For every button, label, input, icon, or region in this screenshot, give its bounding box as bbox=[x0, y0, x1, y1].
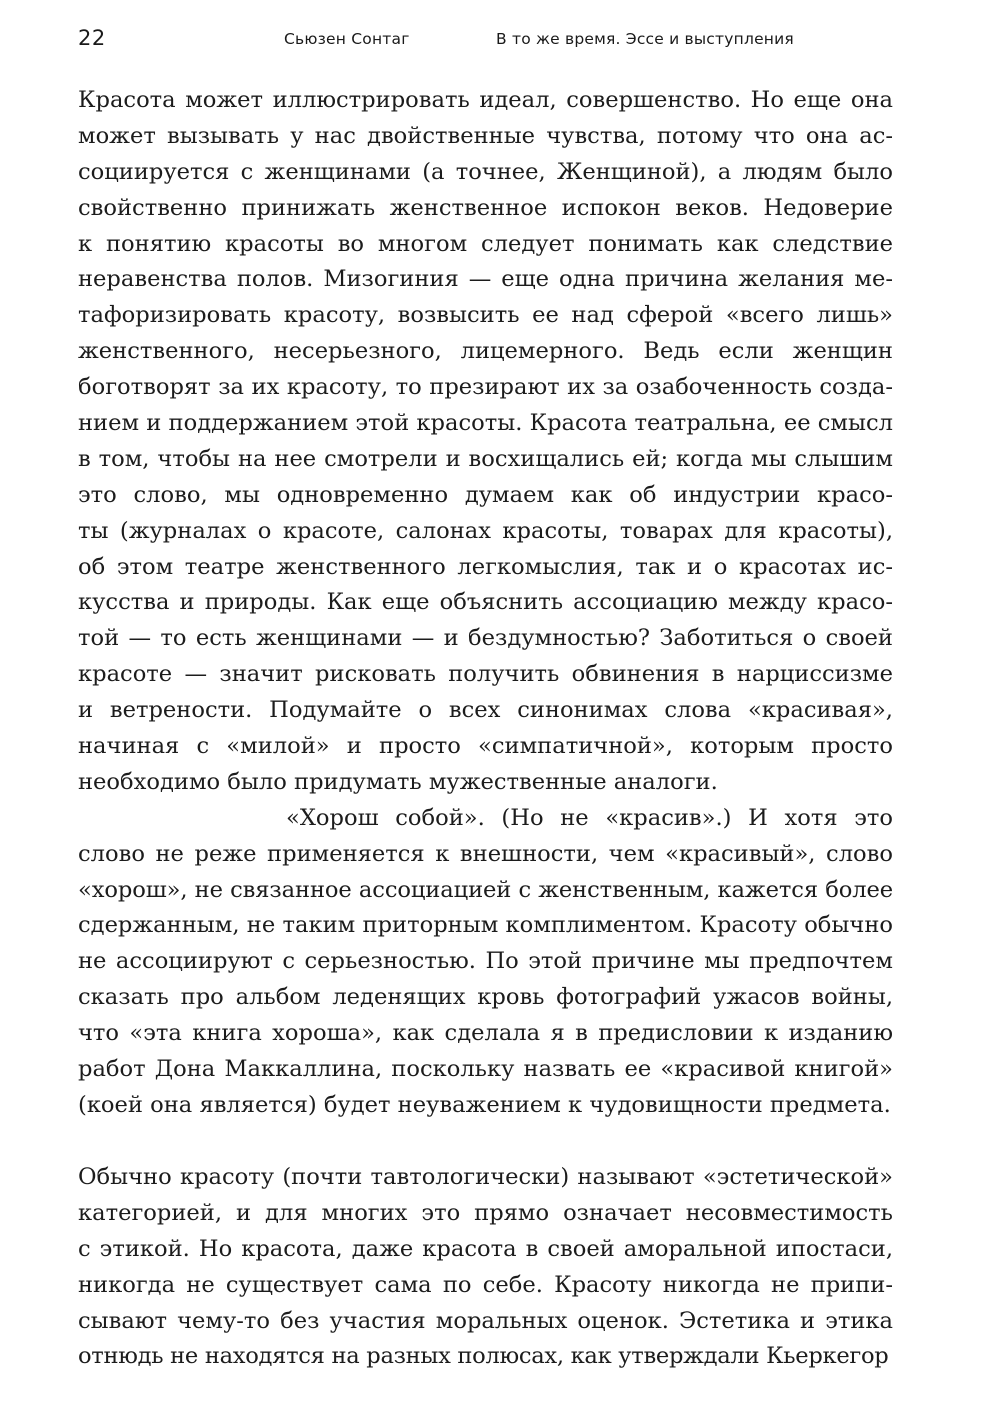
text-line: что «эта книга хороша», как сделала я в предисловии к изданию bbox=[78, 1020, 893, 1047]
running-header-book-title: В то же время. Эссе и выступления bbox=[496, 30, 794, 48]
text-line: может вызывать у нас двойственные чувства, потому что она ас- bbox=[78, 122, 893, 149]
text-line: ты (журналах о красоте, салонах красоты, товарах для красоты), bbox=[78, 517, 893, 544]
text-line: той — то есть женщинами — и бездумностью? Заботиться о своей bbox=[78, 625, 893, 652]
running-header-author: Сьюзен Сонтаг bbox=[284, 30, 410, 48]
text-line: тафоризировать красоту, возвысить ее над сферой «всего лишь» bbox=[78, 302, 893, 329]
text-line: неравенства полов. Мизогиния — еще одна причина желания ме- bbox=[78, 266, 893, 293]
text-line: отнюдь не находятся на разных полюсах, как утверждали Кьеркегор bbox=[78, 1343, 889, 1370]
text-line: в том, чтобы на нее смотрели и восхищались ей; когда мы слышим bbox=[78, 445, 893, 472]
text-line: работ Дона Маккаллина, поскольку назвать ее «красивой книгой» bbox=[78, 1056, 893, 1083]
text-line: не ассоциируют с серьезностью. По этой причине мы предпочтем bbox=[78, 948, 893, 975]
text-line: социируется с женщинами (а точнее, Женщиной), а людям было bbox=[78, 158, 893, 185]
text-line: и ветрености. Подумайте о всех синонимах слова «красивая», bbox=[78, 697, 893, 724]
text-line: необходимо было придумать мужественные аналоги. bbox=[78, 768, 718, 795]
text-line: об этом театре женственного легкомыслия, так и о красотах ис- bbox=[78, 553, 893, 580]
text-line: сказать про альбом леденящих кровь фотографий ужасов войны, bbox=[78, 984, 893, 1011]
text-line: «хорош», не связанное ассоциацией с женственным, кажется более bbox=[78, 876, 893, 903]
text-line: женственного, несерьезного, лицемерного. Ведь если женщин bbox=[78, 338, 893, 365]
paragraph bbox=[78, 83, 893, 801]
page-number: 22 bbox=[78, 26, 106, 50]
text-line: начиная с «милой» и просто «симпатичной», которым просто bbox=[78, 733, 893, 760]
text-line: сдержанным, не таким приторным комплиментом. Красоту обычно bbox=[78, 912, 893, 939]
running-header bbox=[78, 26, 910, 56]
text-line: Красота может иллюстрировать идеал, совершенство. Но еще она bbox=[78, 87, 893, 113]
text-line: категорией, и для многих это прямо означает несовместимость bbox=[78, 1199, 893, 1226]
body-text-top bbox=[78, 83, 893, 1124]
text-line: нием и поддержанием этой красоты. Красота театральна, ее смысл bbox=[78, 410, 893, 437]
section-break bbox=[78, 1140, 893, 1142]
text-line: свойственно принижать женственное испокон веков. Недоверие bbox=[78, 194, 893, 221]
text-line: (коей она является) будет неуважением к чудовищности предмета. bbox=[78, 1091, 891, 1118]
text-line: никогда не существует сама по себе. Красоту никогда не припи- bbox=[78, 1271, 893, 1298]
text-line: с этикой. Но красота, даже красота в своей аморальной ипостаси, bbox=[78, 1235, 893, 1262]
body-text-bottom bbox=[78, 1160, 893, 1375]
text-line: слово не реже применяется к внешности, чем «красивый», слово bbox=[78, 840, 893, 867]
text-line: кусства и природы. Как еще объяснить ассоциацию между красо- bbox=[78, 589, 893, 616]
text-line: это слово, мы одновременно думаем как об индустрии красо- bbox=[78, 481, 893, 508]
paragraph bbox=[78, 801, 893, 1124]
text-line: Обычно красоту (почти тавтологически) называют «эстетической» bbox=[78, 1164, 893, 1190]
text-line: сывают чему-то без участия моральных оценок. Эстетика и этика bbox=[78, 1307, 893, 1334]
text-line: красоте — значит рисковать получить обвинения в нарциссизме bbox=[78, 661, 893, 688]
text-line: к понятию красоты во многом следует понимать как следствие bbox=[78, 230, 893, 257]
text-line: боготворят за их красоту, то презирают их за озабоченность созда- bbox=[78, 374, 893, 401]
text-line: «Хорош собой». (Но не «красив».) И хотя это bbox=[286, 804, 893, 831]
paragraph bbox=[78, 1160, 893, 1375]
